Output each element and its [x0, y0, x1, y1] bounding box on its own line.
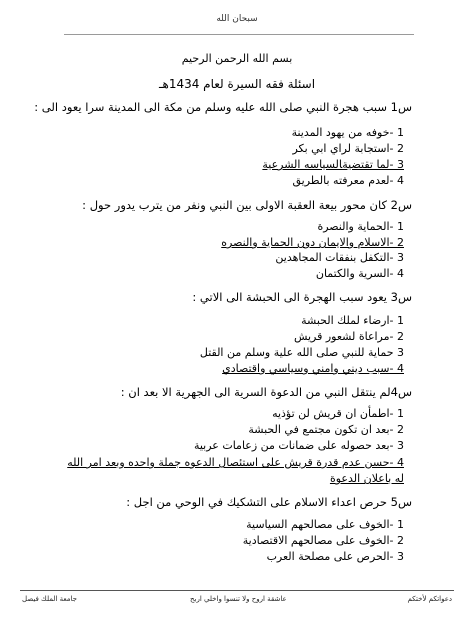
header-title: سبحان الله: [216, 14, 258, 24]
question-2-option-3: 3 -التكفل بنفقات المجاهدين: [275, 251, 404, 264]
question-1-option-1: 1 -خوفه من يهود المدينة: [291, 126, 404, 139]
question-1-option-4: 4 -لعدم معرفته بالطريق: [292, 174, 404, 187]
question-5-option-3: 3 -الحرص على مصلحة العرب: [266, 550, 404, 563]
question-5-option-1: 1 -الخوف على مصالحهم السياسية: [246, 518, 404, 531]
question-4-option-3: 3 -بعد حصوله على ضمانات من زعامات عربية: [193, 439, 404, 452]
document-title: اسئلة فقه السيرة لعام 1434هـ: [158, 77, 316, 91]
question-1-option-3: 3 -لما تقتضية‍السياسه الشرعية: [262, 158, 404, 171]
basmala: بسم الله الرحمن الرحيم: [181, 52, 293, 65]
question-3-option-4: 4 -سبب ديني وامني وسياسي واقتصادي: [222, 362, 404, 375]
question-3-option-2: 2 -مراعاة لشعور قريش: [293, 330, 404, 343]
footer-left-text: جامعة الملك فيصل: [22, 595, 77, 603]
header-divider: [64, 34, 414, 35]
question-4: س4لم ينتقل النبي من الدعوة السرية الى الجهرية الا بعد ان :: [120, 385, 412, 399]
question-3: س3 يعود سبب الهجرة الى الحبشة الى الاتي :: [192, 290, 412, 304]
question-1: س1 سبب هجرة النبي صلى الله عليه وسلم من مكة الى المدينة سرا يعود الى :: [34, 100, 412, 114]
question-3-option-1: 1 -ارضاء لملك الحبشة: [301, 314, 404, 327]
question-3-option-3: 3 حماية للنبي صلى الله علية وسلم من القتل: [199, 346, 404, 359]
question-1-option-2: 2 -استجابة لراي ابي بكر: [292, 142, 404, 155]
question-2-option-1: 1 -الحماية والنصرة: [317, 220, 404, 233]
footer-center-text: عاشقة اروح ولا تنسوا واخلي اربح: [190, 595, 287, 603]
question-2-option-2: 2 -الاسلام والايمان دون الحماية والنصره: [221, 236, 404, 249]
footer-divider: [20, 590, 454, 591]
question-4-option-1: 1 -اطمأن ان قريش لن تؤذيه: [272, 407, 404, 420]
question-5: س5 حرص اعداء الاسلام على التشكيك في الوحي من اجل :: [126, 495, 412, 509]
question-4-option-2: 2 -بعد ان تكون مجتمع في الحبشة: [248, 423, 404, 436]
question-5-option-2: 2 -الخوف على مصالحهم الاقتصادية: [242, 534, 404, 547]
question-2-option-4: 4 -السرية والكتمان: [315, 267, 404, 280]
question-2: س2 كان محور بيعة العقبة الاولى بين النبي ونفر من يترب يدور حول :: [82, 198, 412, 212]
question-4-option-4: 4 -حسن عدم قدرة قريش على استئصال الدعوه جملة واحده وبعد امر الله له باعلان الدعوة: [67, 456, 404, 485]
footer-right-text: دعواتكم لأختكم: [407, 595, 452, 603]
